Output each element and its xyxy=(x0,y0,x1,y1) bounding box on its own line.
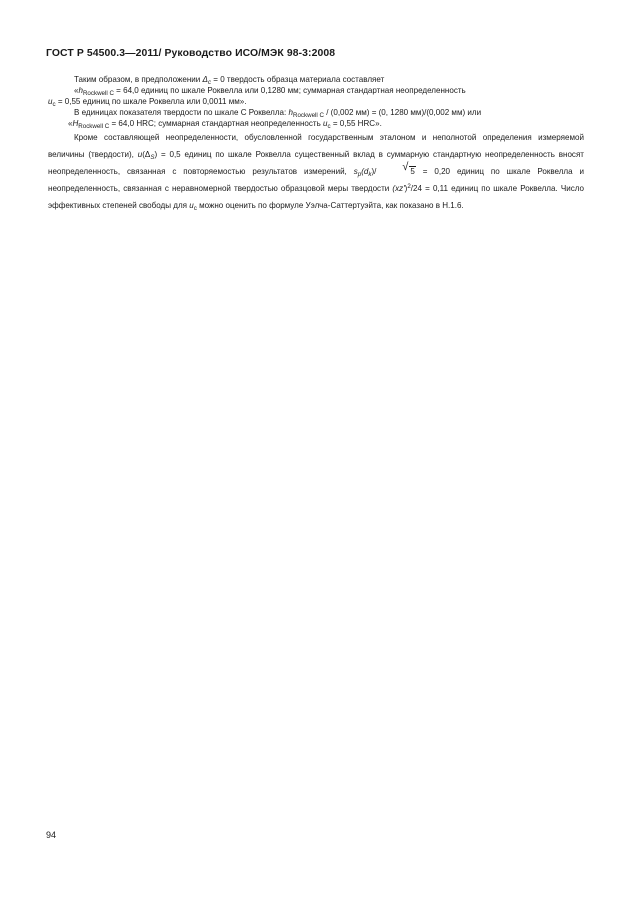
paragraph: Таким образом, в предположении $\Delta_c = 0$ твердость образца материала составляет xyxy=(74,75,385,86)
document-body xyxy=(48,74,584,214)
paragraph: «$H_{Rockwell C} = 64,0$ HRC; суммарная стандартная неопределенность $u_c = 0,55$ HRC». xyxy=(68,119,382,131)
document-header: ГОСТ Р 54500.3—2011/ Руководство ИСО/МЭК 98-3:2008 xyxy=(46,48,336,59)
paragraph: Кроме составляющей неопределенности, обусловленной государственным эталоном и неполнотой определения измеряемой величины (твердости), $u(\Delta_S) = 0,5$ единиц по шкале Роквелла существенный вклад в суммарную стандартную неопределенность вносят неопределенность, связанная с повторяемостью результатов измерений, $s_p(d_k)/$ √ 5 = 0,20 единиц по шкале Роквелла и неопределенность, связанная с неравномерной твердостью образцовой меры твердости $(xz')^2/24 = 0,11$ единиц по шкале Роквелла. Число эффективных степеней свободы для $u_c$ можно оценить по формуле Уэлча-Саттертуэйта, как показано в Н.1.6. xyxy=(48,133,584,213)
paragraph: В единицах показателя твердости по шкале С Роквелла: $h_{Rockwell C} / (0,002$ мм) = (0, 1280 мм)/(0,002 мм) или xyxy=(74,108,482,120)
page-number: 94 xyxy=(46,830,57,840)
paragraph: «$h_{Rockwell C} = 64,0$ единиц по шкале Роквелла или 0,1280 мм; суммарная стандартная неопределенность xyxy=(74,86,466,98)
square-root: √ 5 xyxy=(402,161,415,177)
paragraph: $u_c = 0,55$ единиц по шкале Роквелла или 0,0011 мм». xyxy=(48,97,247,109)
